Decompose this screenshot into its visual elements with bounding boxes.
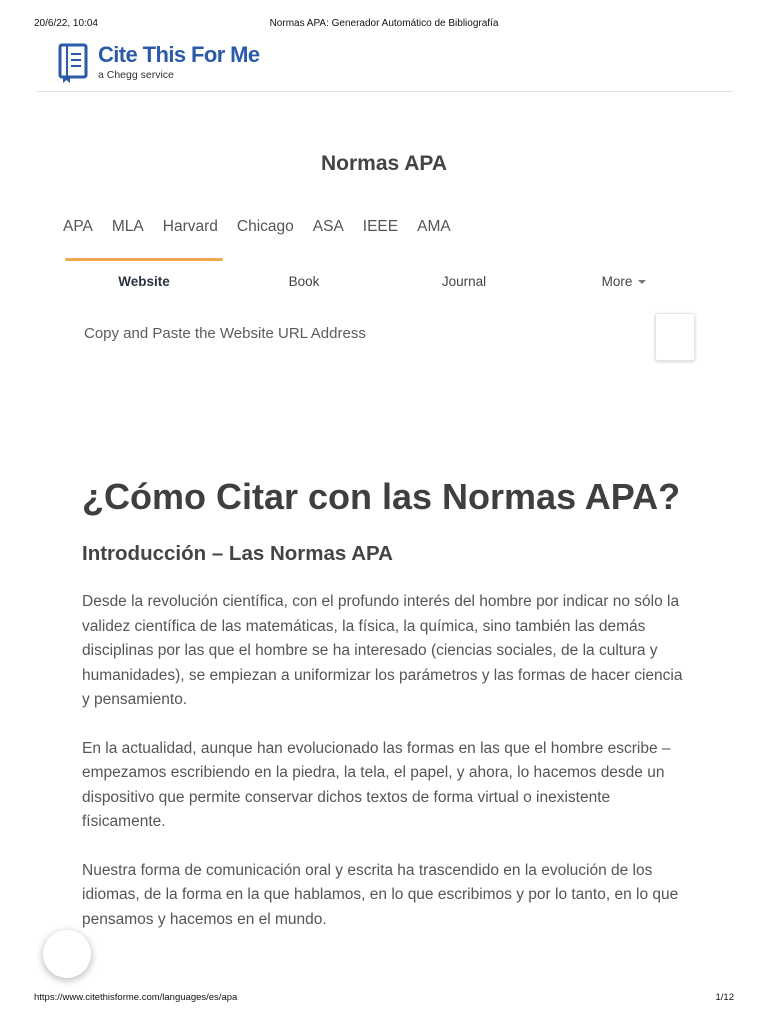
citation-style-tabs [63,218,470,236]
tab-more-label: More [601,274,633,289]
tab-journal-label: Journal [441,274,487,289]
logo-tagline: a Chegg service [98,69,174,81]
source-type-tabs [64,258,704,298]
print-page-count: 1/12 [715,992,734,1003]
page-title: Normas APA [320,152,448,175]
logo-wordmark: Cite This For Me [98,42,260,67]
article-paragraph: En la actualidad, aunque han evolucionado las formas en las que el hombre escribe –empezamos escribiendo en la piedra, la tela, el papel, y ahora, lo hacemos desde un dispositivo que permite conservar dichos textos de forma virtual o inexistente físicamente. [82,739,671,830]
article-paragraph: Desde la revolución científica, con el profundo interés del hombre por indicar no sólo la validez científica de las matemáticas, la física, la química, sino también las demás disciplinas por las que el hombre se ha interesado (ciencias sociales, de la cultura y humanidades), se empiezan a uniformizar los parámetros y las formas de hacer ciencia y pensamiento. [82,593,683,708]
article-content [82,478,692,932]
floating-action-button[interactable] [43,930,91,978]
tab-more[interactable] [544,258,704,298]
chevron-down-icon [638,280,646,284]
website-url-input[interactable] [84,325,644,342]
tab-website-label: Website [118,274,170,289]
style-tab-mla[interactable]: MLA [111,218,144,235]
style-tab-asa[interactable]: ASA [312,218,344,235]
style-tab-apa[interactable]: APA [63,218,93,235]
print-page-url: https://www.citethisforme.com/languages/es/apa [34,992,238,1003]
print-datetime: 20/6/22, 10:04 [34,18,98,29]
tab-book[interactable] [224,258,384,298]
style-tab-ama[interactable]: AMA [417,218,451,235]
print-footer [0,992,768,1006]
book-bookmark-icon [58,43,88,83]
cite-search-button[interactable] [655,313,695,361]
article-paragraph: Nuestra forma de comunicación oral y escrita ha trascendido en la evolución de los idiomas, de la forma en la que hablamos, en lo que escribimos y por lo tanto, en lo que pensamos y hacemos en el mundo. [82,861,679,928]
print-document-title: Normas APA: Generador Automático de Bibliografía [269,18,499,29]
article-subtitle: Introducción – Las Normas APA [82,542,393,565]
style-tab-chicago[interactable]: Chicago [236,218,294,235]
print-header [0,18,768,32]
header-divider [36,91,733,92]
style-tab-ieee[interactable]: IEEE [362,218,399,235]
article-title: ¿Cómo Citar con las Normas APA? [82,476,681,517]
active-tab-indicator [65,258,223,261]
site-logo[interactable] [58,43,260,83]
tab-website[interactable] [64,258,224,298]
tab-journal[interactable] [384,258,544,298]
style-tab-harvard[interactable]: Harvard [162,218,218,235]
tab-book-label: Book [288,274,320,289]
